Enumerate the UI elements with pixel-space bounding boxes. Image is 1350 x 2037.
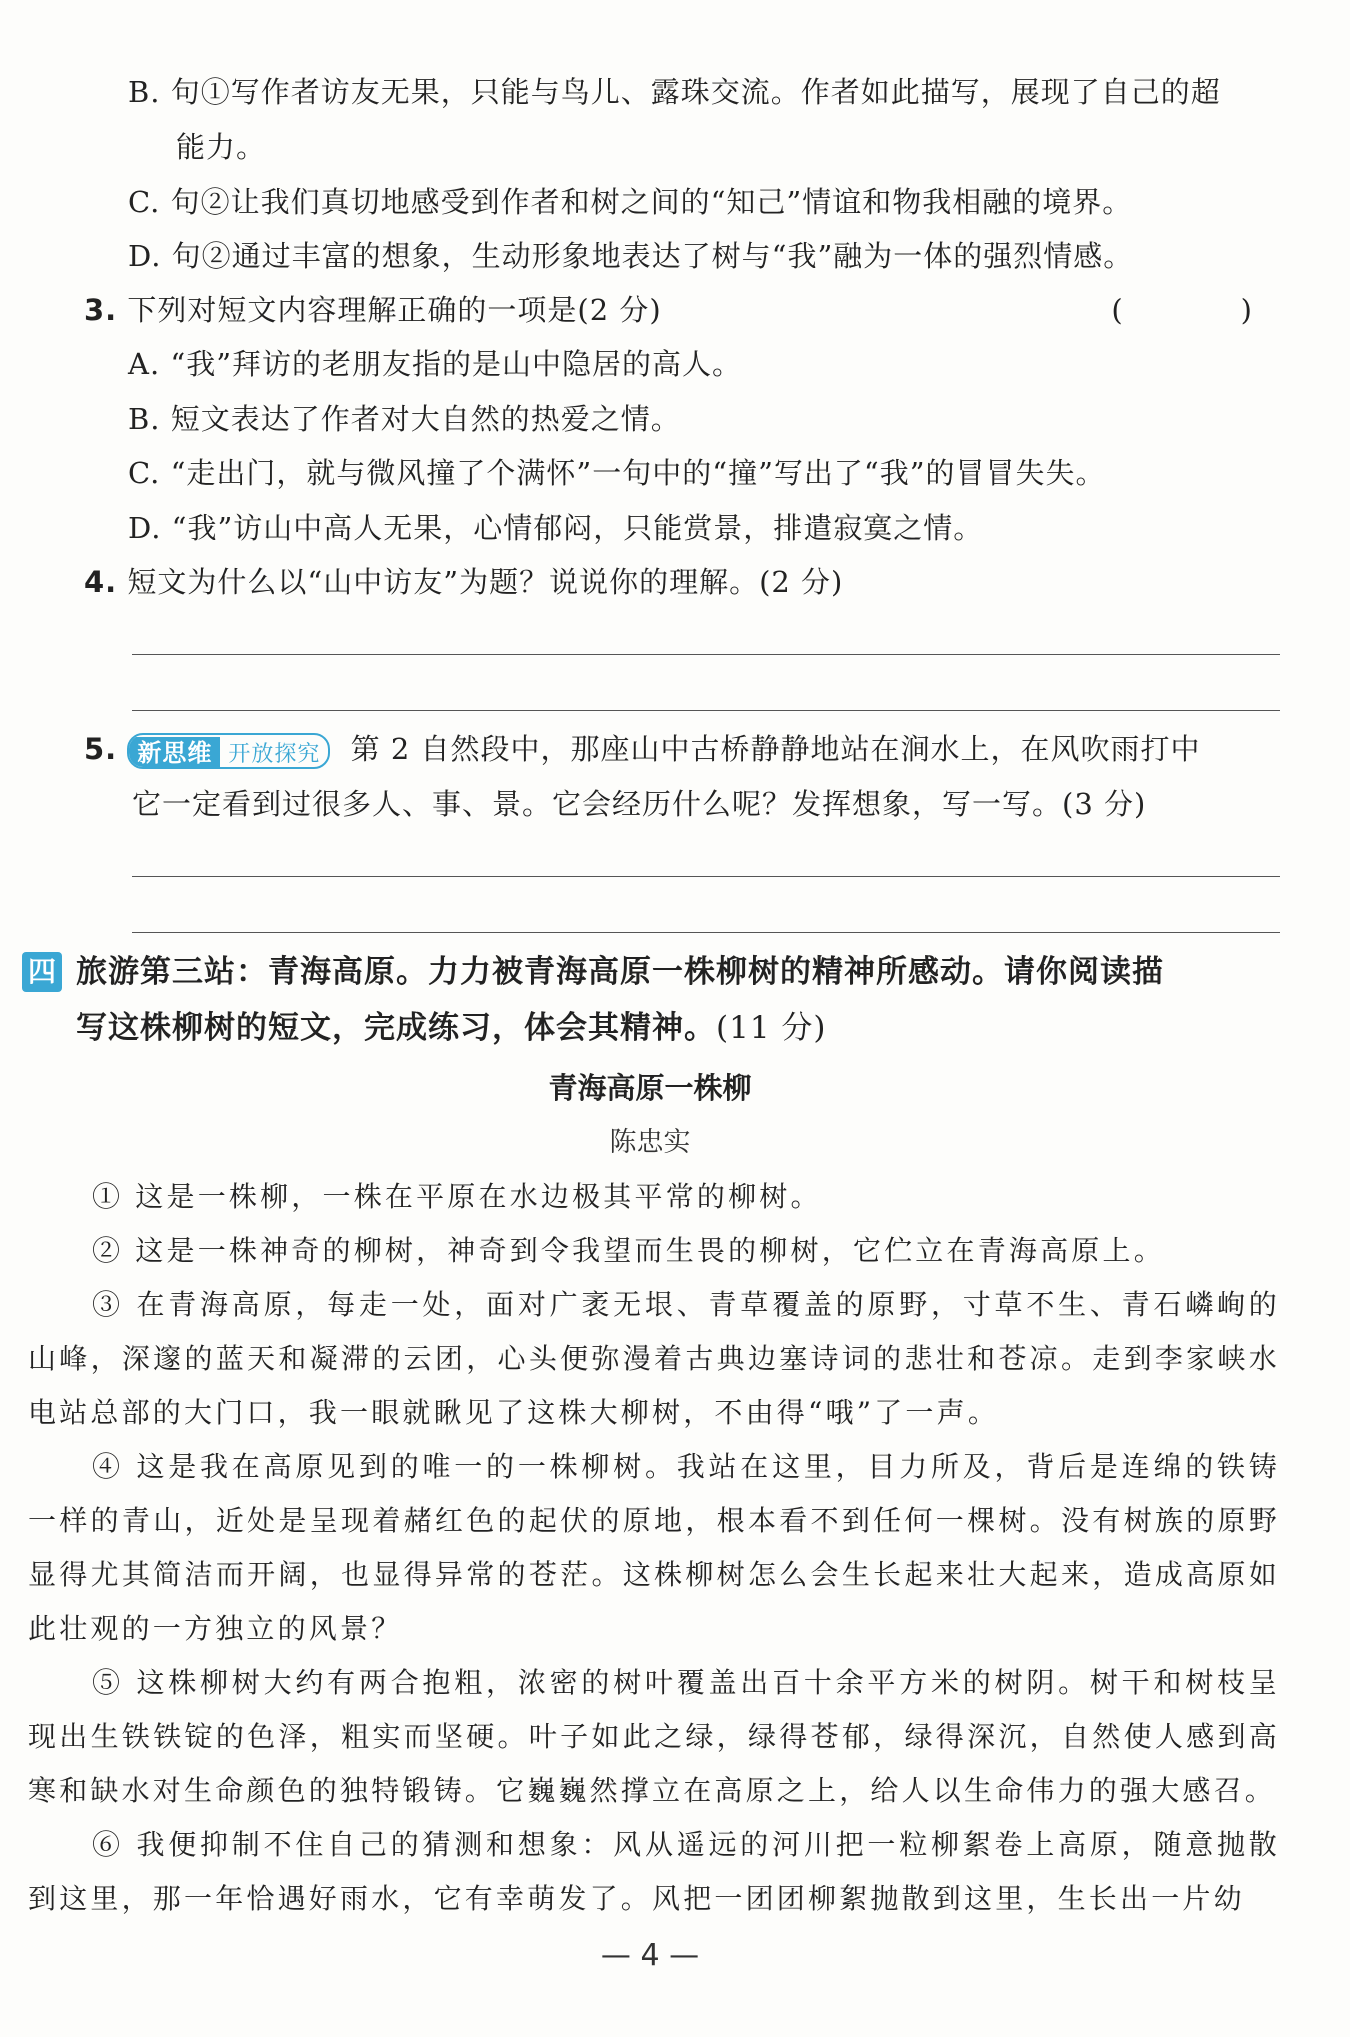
- q3-stem-text: 下列对短文内容理解正确的一项是(2 分): [127, 293, 662, 327]
- article-paragraph-2: ② 这是一株神奇的柳树，神奇到令我望而生畏的柳树，它伫立在青海高原上。: [92, 1234, 1165, 1267]
- q5-stem-line1: [84, 726, 1201, 772]
- q3-stem: [84, 290, 662, 330]
- section-four-heading-text: 写这株柳树的短文，完成练习，体会其精神。: [76, 1010, 716, 1046]
- q4-stem: [84, 562, 843, 602]
- q3-number: 3.: [84, 293, 118, 327]
- q2-option-b-line1: B. 句①写作者访友无果，只能与鸟儿、露珠交流。作者如此描写，展现了自己的超: [128, 75, 1221, 109]
- article-paragraph-4: ④ 这是我在高原见到的唯一的一株柳树。我站在这里，目力所及，背后是连绵的铁铸一样的青山，近处是呈现着赭红色的起伏的原地，根本看不到任何一棵树。没有树族的原野显得尤其简洁而开阔，也显得异常的苍茫。这株柳树怎么会生长起来壮大起来，造成高原如此壮观的一方独立的风景？: [28, 1450, 1280, 1645]
- q3-option-a: A. “我”拜访的老朋友指的是山中隐居的高人。: [128, 347, 743, 381]
- badge-label-open-inquiry: 开放探究: [228, 742, 321, 767]
- q5-line1-text: 第 2 自然段中，那座山中古桥静静地站在涧水上，在风吹雨打中: [350, 732, 1201, 766]
- q5-number: 5.: [84, 732, 118, 766]
- section-four-marker: 四: [22, 952, 62, 992]
- q3-option-c: C. “走出门，就与微风撞了个满怀”一句中的“撞”写出了“我”的冒冒失失。: [128, 456, 1106, 490]
- article-title: 青海高原一株柳: [548, 1071, 752, 1105]
- article-paragraph-6: ⑥ 我便抑制不住自己的猜测和想象：风从遥远的河川把一粒柳絮卷上高原，随意抛散到这里，那一年恰遇好雨水，它有幸萌发了。风把一团团柳絮抛散到这里，生长出一片幼: [28, 1828, 1280, 1915]
- q2-option-d: D. 句②通过丰富的想象，生动形象地表达了树与“我”融为一体的强烈情感。: [128, 239, 1134, 273]
- q5-answer-line-1[interactable]: [132, 876, 1280, 877]
- article-paragraph-5: ⑤ 这株柳树大约有两合抱粗，浓密的树叶覆盖出百十余平方米的树阴。树干和树枝呈现出生铁铁锭的色泽，粗实而坚硬。叶子如此之绿，绿得苍郁，绿得深沉，自然使人感到高寒和缺水对生命颜色的独特锻铸。它巍巍然撑立在高原之上，给人以生命伟力的强大感召。: [28, 1666, 1280, 1807]
- article-paragraph-3: ③ 在青海高原，每走一处，面对广袤无垠、青草覆盖的原野，寸草不生、青石嶙峋的山峰，深邃的蓝天和凝滞的云团，心头便弥漫着古典边塞诗词的悲壮和苍凉。走到李家峡水电站总部的大门口，我一眼就瞅见了这株大柳树，不由得“哦”了一声。: [28, 1288, 1280, 1429]
- section-four-heading-line1: 旅游第三站：青海高原。力力被青海高原一株柳树的精神所感动。请你阅读描: [76, 954, 1164, 990]
- new-thinking-badge: [127, 733, 330, 769]
- q2-option-c: C. 句②让我们真切地感受到作者和树之间的“知己”情谊和物我相融的境界。: [128, 185, 1133, 219]
- q3-option-d: D. “我”访山中高人无果，心情郁闷，只能赏景，排遣寂寞之情。: [128, 511, 984, 545]
- section-four-score: (11 分): [716, 1010, 827, 1046]
- q5-answer-line-2[interactable]: [132, 932, 1280, 933]
- q4-answer-line-2[interactable]: [132, 710, 1280, 711]
- badge-label-new-thinking: 新思维: [129, 737, 220, 769]
- q3-option-b: B. 短文表达了作者对大自然的热爱之情。: [128, 402, 681, 436]
- q5-stem-line2: 它一定看到过很多人、事、景。它会经历什么呢？发挥想象，写一写。(3 分): [132, 787, 1147, 821]
- q4-answer-line-1[interactable]: [132, 654, 1280, 655]
- q3-answer-paren[interactable]: ( ): [1111, 293, 1272, 327]
- section-four-heading-line2: [76, 1006, 827, 1050]
- article-paragraph-1: ① 这是一株柳，一株在平原在水边极其平常的柳树。: [92, 1180, 822, 1213]
- q2-option-b-line2: 能力。: [176, 130, 267, 164]
- article-author: 陈忠实: [609, 1127, 691, 1158]
- page-number: — 4 —: [600, 1938, 700, 1973]
- q4-stem-text: 短文为什么以“山中访友”为题？说说你的理解。(2 分): [127, 565, 844, 599]
- q4-number: 4.: [84, 565, 118, 599]
